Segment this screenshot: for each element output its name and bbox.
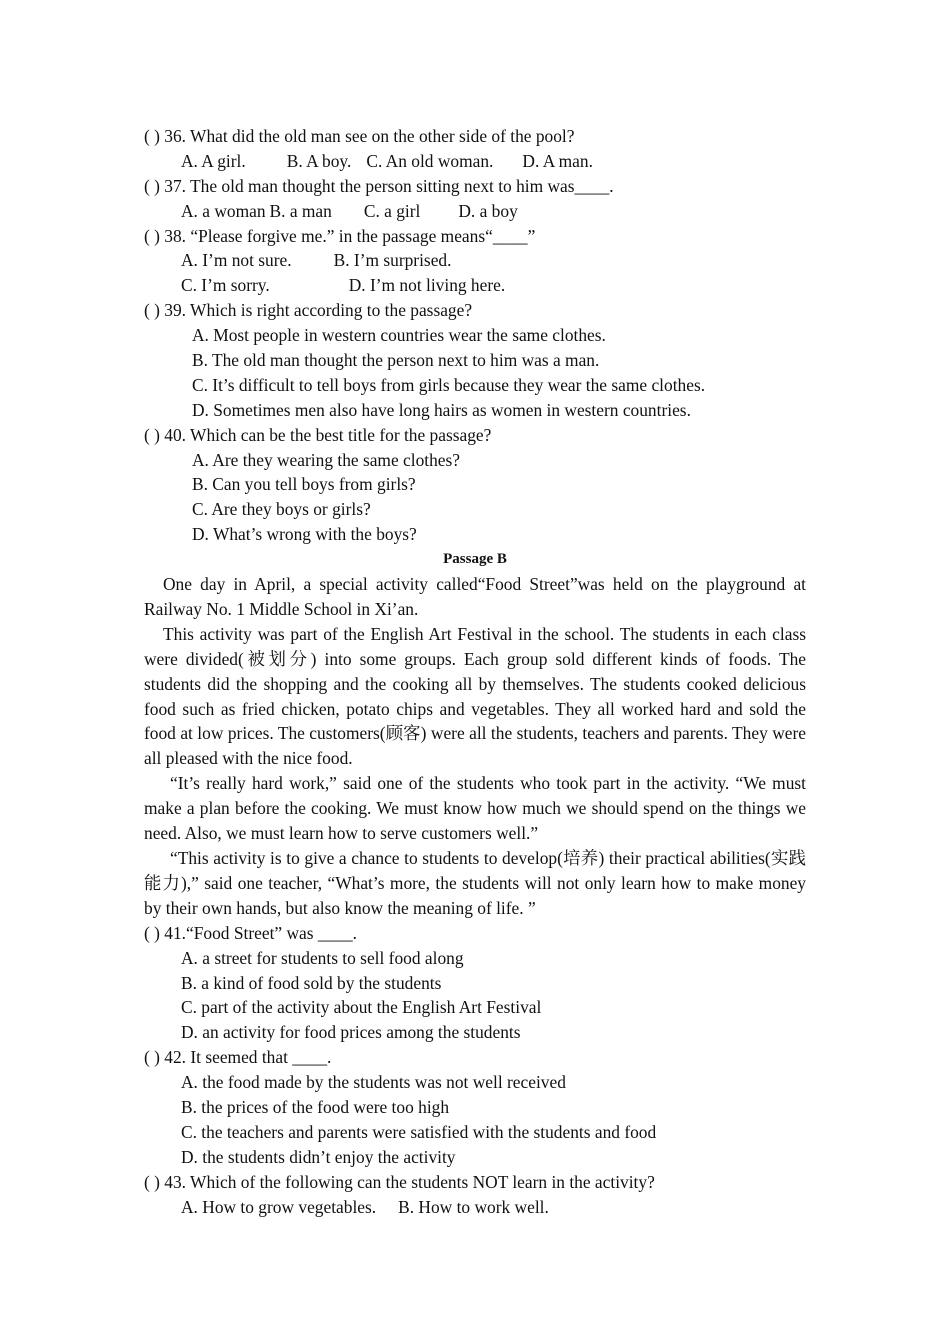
option: A. a street for students to sell food along [181, 947, 464, 968]
option: A. How to grow vegetables. [181, 1196, 377, 1217]
option: A. Are they wearing the same clothes? [192, 449, 461, 470]
option: C. I’m sorry. [181, 275, 270, 296]
option: D. I’m not living here. [348, 275, 506, 296]
question-42: ( ) 42. It seemed that ____. [144, 1047, 332, 1068]
passage-paragraph: “This activity is to give a chance to students to develop(培养) their practical abilities(实践能力),” said one teacher, “What’s more, the students will not only learn how to make money by their own hands, but also know the meaning of life. ” [144, 848, 806, 918]
question-41: ( ) 41.“Food Street” was ____. [144, 922, 357, 943]
question-39: ( ) 39. Which is right according to the passage? [144, 300, 473, 321]
option: D. Sometimes men also have long hairs as women in western countries. [192, 399, 691, 420]
option: B. Can you tell boys from girls? [192, 474, 416, 495]
option: B. A boy. [286, 150, 352, 171]
passage-paragraph: One day in April, a special activity called“Food Street”was held on the playground at Railway No. 1 Middle School in Xi’an. [144, 574, 806, 619]
option: C. An old woman. [366, 150, 494, 171]
option: D. an activity for food prices among the students [181, 1022, 521, 1043]
option: B. a man [269, 200, 332, 221]
question-38-options-row2 [144, 273, 806, 298]
question-43-options [144, 1195, 806, 1220]
option: C. Are they boys or girls? [192, 499, 371, 520]
option: B. I’m surprised. [333, 250, 452, 271]
question-36: ( ) 36. What did the old man see on the other side of the pool? [144, 126, 575, 146]
option: A. a woman [181, 200, 266, 221]
passage-title: Passage B [443, 551, 507, 568]
question-38-options-row1 [144, 248, 806, 273]
question-40: ( ) 40. Which can be the best title for the passage? [144, 424, 492, 445]
option: B. How to work well. [398, 1196, 549, 1217]
option: C. a girl [363, 200, 421, 221]
option: D. the students didn’t enjoy the activity [181, 1146, 456, 1167]
option: D. A man. [522, 150, 593, 171]
option: D. What’s wrong with the boys? [192, 524, 417, 545]
passage-paragraph: This activity was part of the English Art Festival in the school. The students in each class were divided(被划分) into some groups. Each group sold different kinds of foods. The students did the shopping and the cooking all by themselves. The students cooked delicious food such as fried chicken, potato chips and vegetables. They all worked hard and sold the food at low prices. The customers(顾客) were all the students, teachers and parents. They were all pleased with the nice food. [144, 623, 806, 769]
question-37-options [144, 199, 806, 224]
option: A. the food made by the students was not well received [181, 1072, 566, 1093]
option: C. It’s difficult to tell boys from girls because they wear the same clothes. [192, 374, 706, 395]
exam-page [144, 124, 806, 1219]
option: D. a boy [458, 200, 518, 221]
option: C. part of the activity about the English Art Festival [181, 997, 542, 1018]
option: C. the teachers and parents were satisfied with the students and food [181, 1121, 657, 1142]
question-36-options [144, 149, 806, 174]
option: A. A girl. [181, 150, 246, 171]
passage-paragraph: “It’s really hard work,” said one of the students who took part in the activity. “We must make a plan before the cooking. We must know how much we should spend on the things we need. Also, we must learn how to serve customers well.” [144, 773, 806, 844]
option: B. the prices of the food were too high [181, 1096, 450, 1117]
option: B. a kind of food sold by the students [181, 972, 442, 993]
question-38: ( ) 38. “Please forgive me.” in the passage means“____” [144, 225, 536, 246]
option: A. Most people in western countries wear the same clothes. [192, 325, 606, 346]
question-43: ( ) 43. Which of the following can the students NOT learn in the activity? [144, 1171, 655, 1192]
question-37: ( ) 37. The old man thought the person sitting next to him was____. [144, 175, 614, 196]
option: A. I’m not sure. [181, 250, 292, 271]
option: B. The old man thought the person next to him was a man. [192, 350, 600, 371]
